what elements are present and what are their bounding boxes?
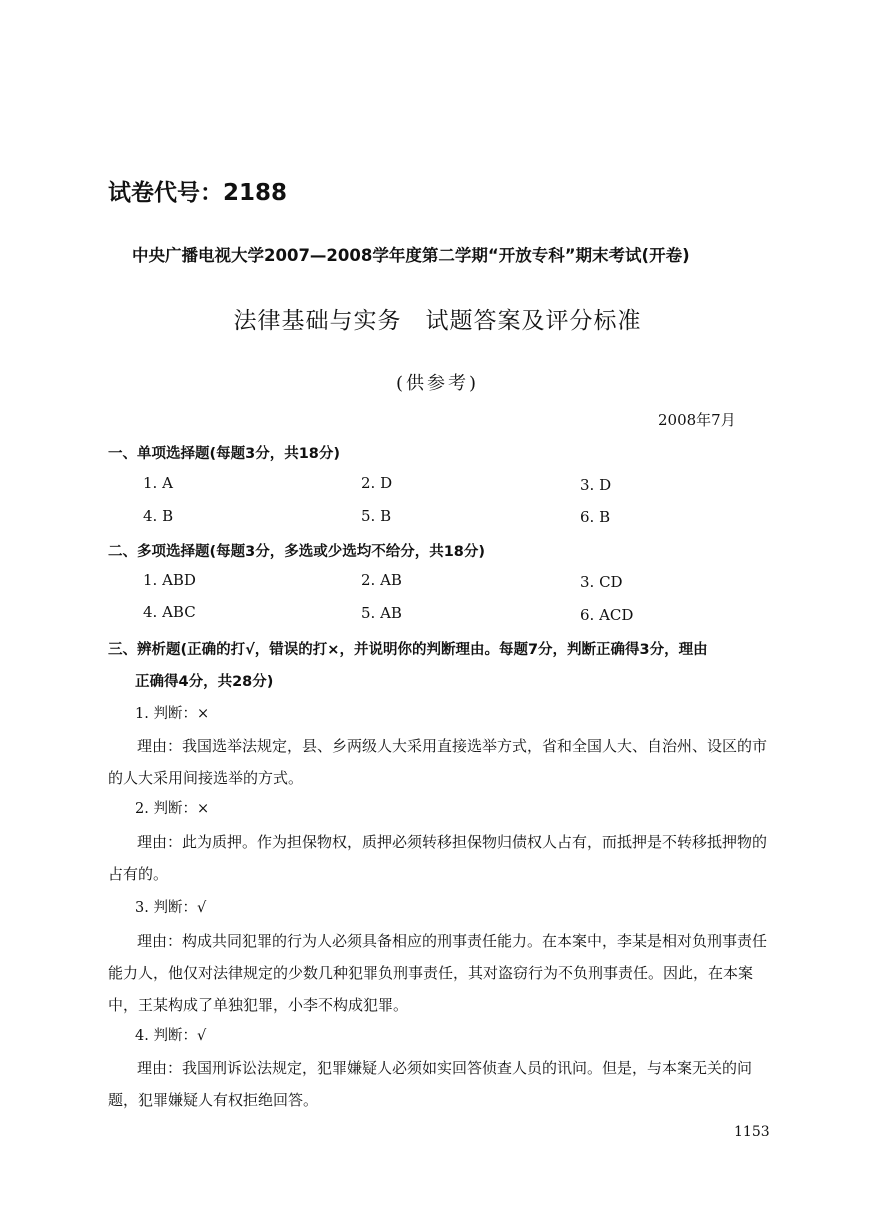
judgment-4: 4. 判断：√ <box>135 1028 207 1044</box>
answer-item: 6. B <box>580 508 611 526</box>
reason-3: 理由：构成共同犯罪的行为人必须具备相应的刑事责任能力。在本案中，李某是相对负刑事责任能力人，他仅对法律规定的少数几种犯罪负刑事责任，其对盗窃行为不负刑事责任。因此，在本案中，王某构成了单独犯罪，小李不构成犯罪。 <box>108 932 768 1014</box>
section3-heading: 三、辨析题(正确的打√，错误的打×，并说明你的判断理由。每题7分，判断正确得3分，理由 <box>108 642 708 658</box>
reason-1: 理由：我国选举法规定，县、乡两级人大采用直接选举方式，省和全国人大、自治州、设区的市的人大采用间接选举的方式。 <box>108 737 768 787</box>
judgment-1: 1. 判断：× <box>135 706 210 722</box>
section2-heading: 二、多项选择题(每题3分，多选或少选均不给分，共18分) <box>108 544 486 560</box>
answer-item: 1. A <box>143 474 173 492</box>
exam-header: 中央广播电视大学2007—2008学年度第二学期“开放专科”期末考试(开卷) <box>132 246 690 265</box>
section3-heading-cont: 正确得4分，共28分) <box>135 674 274 690</box>
answer-item: 5. B <box>361 507 392 525</box>
answer-item: 6. ACD <box>580 606 634 624</box>
answer-item: 4. ABC <box>143 603 196 621</box>
paper-code: 试卷代号：2188 <box>108 180 288 206</box>
answer-item: 3. D <box>580 476 612 494</box>
judgment-2: 2. 判断：× <box>135 801 210 817</box>
document-title: 法律基础与实务 试题答案及评分标准 <box>233 308 642 334</box>
section1-heading: 一、单项选择题(每题3分，共18分) <box>108 446 341 462</box>
answer-item: 5. AB <box>361 604 402 622</box>
answer-item: 2. AB <box>361 571 402 589</box>
page-number: 1153 <box>734 1124 770 1140</box>
answer-item: 3. CD <box>580 573 623 591</box>
reference-note: (供参考) <box>395 373 480 394</box>
answer-item: 4. B <box>143 507 174 525</box>
document-date: 2008年7月 <box>658 411 736 429</box>
reason-4: 理由：我国刑诉讼法规定，犯罪嫌疑人必须如实回答侦查人员的讯问。但是，与本案无关的问题，犯罪嫌疑人有权拒绝回答。 <box>108 1059 753 1109</box>
answer-item: 2. D <box>361 474 393 492</box>
judgment-3: 3. 判断：√ <box>135 900 207 916</box>
answer-item: 1. ABD <box>143 571 196 589</box>
reason-2: 理由：此为质押。作为担保物权，质押必须转移担保物归债权人占有，而抵押是不转移抵押物的占有的。 <box>108 833 768 883</box>
